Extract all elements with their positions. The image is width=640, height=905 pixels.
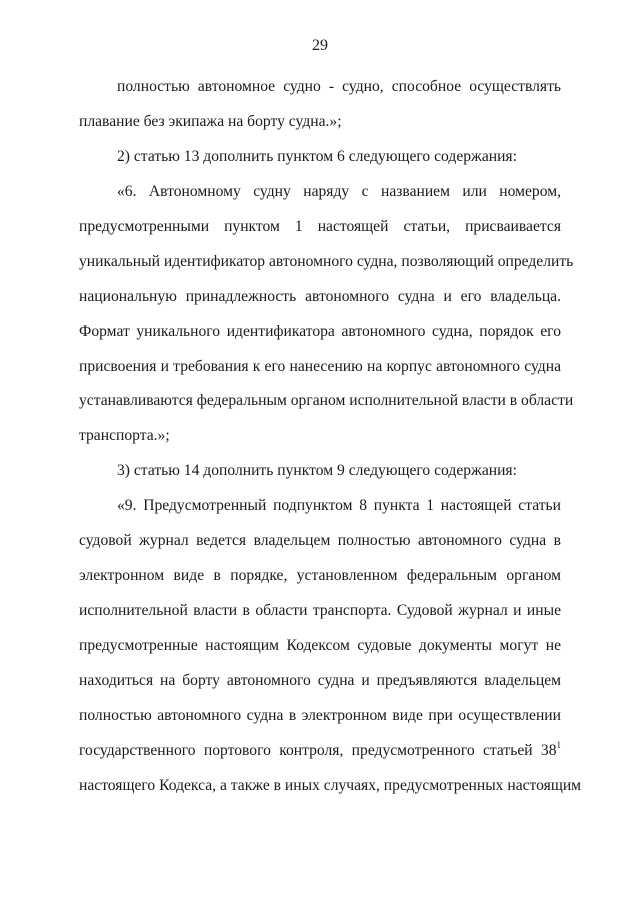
text-line-with-footnote <box>79 741 561 761</box>
text-line: транспорта.»; <box>79 427 170 444</box>
text-line: устанавливаются федеральным органом исполнительной власти в области <box>79 392 574 409</box>
text-line: судовой журнал ведется владельцем полностью автономного судна в <box>79 532 561 549</box>
text-line-content: государственного портового контроля, предусмотренного статьей 38 <box>79 742 557 759</box>
text-line: исполнительной власти в области транспорта. Судовой журнал и иные <box>79 602 561 619</box>
text-line: полностью автономное судно - судно, способное осуществлять <box>117 78 561 95</box>
text-line: уникальный идентификатор автономного судна, позволяющий определить <box>79 253 574 270</box>
text-line: электронном виде в порядке, установленном федеральным органом <box>79 567 561 584</box>
text-line: национальную принадлежность автономного судна и его владельца. <box>79 288 561 305</box>
superscript-mark: 1 <box>556 740 561 750</box>
text-line: 2) статью 13 дополнить пунктом 6 следующего содержания: <box>117 148 517 165</box>
text-line: присвоения и требования к его нанесению на корпус автономного судна <box>79 358 561 375</box>
text-line: 3) статью 14 дополнить пунктом 9 следующего содержания: <box>117 462 517 479</box>
text-line: плавание без экипажа на борту судна.»; <box>79 113 342 130</box>
text-line: «6. Автономному судну наряду с названием или номером, <box>117 183 561 200</box>
text-line: «9. Предусмотренный подпунктом 8 пункта 1 настоящей статьи <box>117 497 561 514</box>
text-line: предусмотренные настоящим Кодексом судовые документы могут не <box>79 637 561 654</box>
text-line: предусмотренными пунктом 1 настоящей статьи, присваивается <box>79 218 561 235</box>
text-line: настоящего Кодекса, а также в иных случаях, предусмотренных настоящим <box>79 777 582 794</box>
text-line: находиться на борту автономного судна и предъявляются владельцем <box>79 672 561 689</box>
text-line: Формат уникального идентификатора автономного судна, порядок его <box>79 323 561 340</box>
page-number: 29 <box>312 37 328 54</box>
text-line: полностью автономного судна в электронном виде при осуществлении <box>79 707 561 724</box>
